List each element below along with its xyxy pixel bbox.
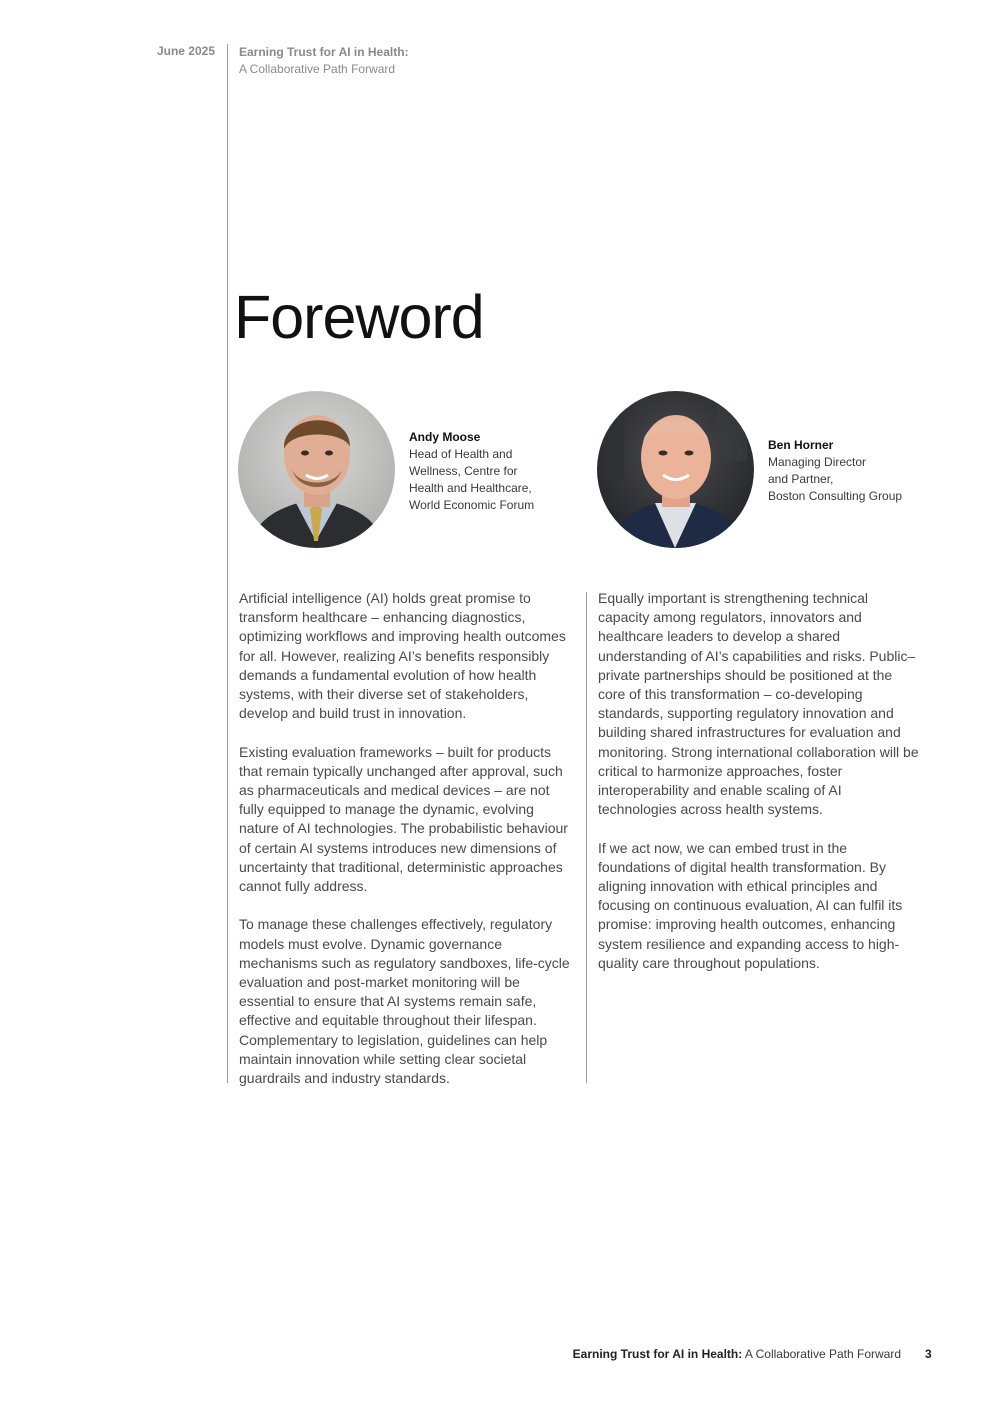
column-divider: [586, 592, 587, 1083]
header-title-main: Earning Trust for AI in Health:: [239, 45, 409, 59]
author-name: Ben Horner: [768, 438, 834, 452]
footer-title: [573, 1347, 901, 1361]
header-subtitle: A Collaborative Path Forward: [239, 62, 396, 76]
author-role-line: Health and Healthcare,: [409, 481, 532, 495]
body-paragraph: Artificial intelligence (AI) holds great promise to transform healthcare – enhancing diagnostics, optimizing workflows and improving health outcomes for all. However, realizing AI’s benefits responsibly demands a fundamental evolution of how health systems, with their diverse set of stakeholders, develop and build trust in innovation.: [239, 590, 566, 722]
author-role-line: Managing Director: [768, 455, 867, 469]
author-role-line: and Partner,: [768, 472, 834, 486]
author-name: Andy Moose: [409, 430, 481, 444]
author-photo-ben-horner: [597, 391, 754, 548]
body-column-right: [598, 589, 920, 992]
body-paragraph: If we act now, we can embed trust in the foundations of digital health transformation. By aligning innovation with ethical principles and focusing on continuous evaluation, AI can fulfil its promise: improving health outcomes, enhancing system resilience and expanding access to high-quality care throughout populations.: [598, 839, 903, 971]
author-photo-andy-moose: [238, 391, 395, 548]
author-role-line: Boston Consulting Group: [768, 489, 903, 503]
author-role-line: World Economic Forum: [409, 498, 535, 512]
body-paragraph: To manage these challenges effectively, regulatory models must evolve. Dynamic governance mechanisms such as regulatory sandboxes, life-cycle evaluation and post-market monitoring will be essential to ensure that AI systems remain safe, effective and equitable throughout their lifespan. Complementary to legislation, guidelines can help maintain innovation while setting clear societal guardrails and industry standards.: [239, 916, 570, 1087]
author-card-andy-moose: [409, 429, 559, 514]
body-paragraph: Equally important is strengthening technical capacity among regulators, innovators and healthcare leaders to develop a shared understanding of AI’s capabilities and risks. Public–private partnerships should be positioned at the core of this transformation – co-developing standards, supporting regulatory innovation and building shared infrastructures for evaluation and monitoring. Strong international collaboration will be critical to harmonize approaches, foster interoperability and enable scaling of AI technologies across health systems.: [598, 590, 919, 818]
header-title: [239, 44, 409, 78]
vertical-divider: [227, 44, 228, 1083]
footer-title-rest: A Collaborative Path Forward: [744, 1347, 901, 1361]
page-number: 3: [925, 1347, 932, 1361]
author-role-line: Head of Health and: [409, 447, 513, 461]
author-card-ben-horner: [768, 437, 928, 505]
footer-title-bold: Earning Trust for AI in Health:: [572, 1347, 743, 1361]
author-role-line: Wellness, Centre for: [409, 464, 518, 478]
page-title: Foreword: [234, 283, 484, 351]
body-paragraph: Existing evaluation frameworks – built for products that remain typically unchanged after approval, such as pharmaceuticals and medical devices – are not fully equipped to manage the dynamic, evolving nature of AI technologies. The probabilistic behaviour of certain AI systems introduces new dimensions of uncertainty that traditional, deterministic approaches cannot fully address.: [239, 743, 568, 895]
header-date: June 2025: [156, 44, 215, 58]
body-column-left: [239, 589, 572, 1107]
